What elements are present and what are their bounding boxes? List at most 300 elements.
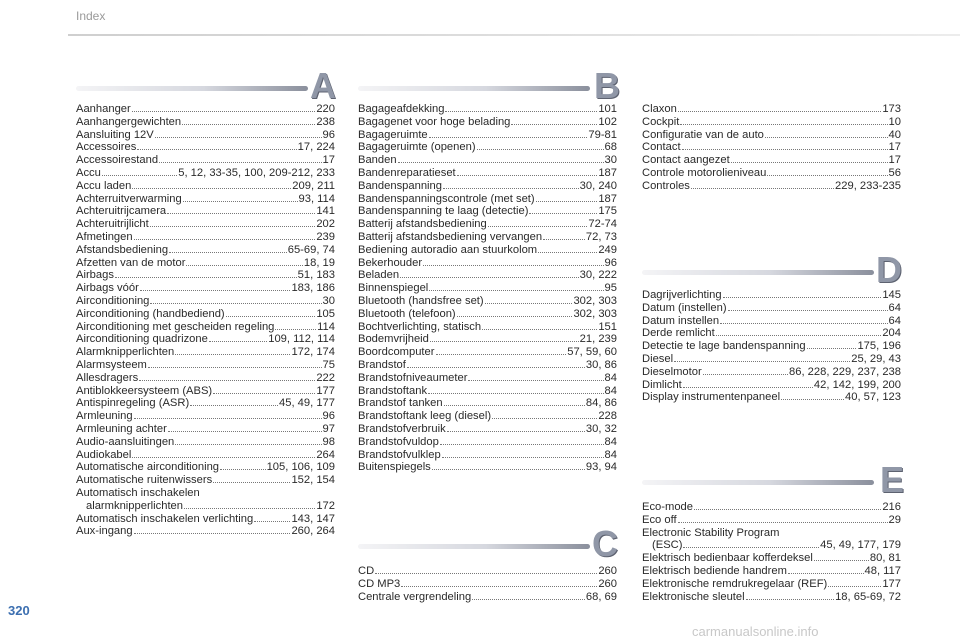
index-entry [642, 116, 901, 129]
index-entry [358, 180, 617, 193]
dot-leader [432, 469, 585, 470]
dot-leader [536, 201, 598, 202]
dot-leader [472, 599, 585, 600]
index-entry [642, 302, 901, 315]
index-pages: 10 [888, 115, 901, 128]
index-term: Brandstof [358, 358, 406, 371]
index-pages: 51, 183 [297, 269, 335, 282]
index-entry [76, 500, 335, 513]
dot-leader [674, 361, 850, 362]
dot-leader [400, 277, 579, 278]
index-pages: 68, 69 [585, 590, 617, 603]
index-term: Brandstof tanken [358, 397, 443, 410]
index-term: Bluetooth (handsfree set) [358, 294, 484, 307]
index-list-c [358, 565, 617, 603]
dot-leader [529, 213, 597, 214]
index-term: Afstandsbediening [76, 243, 169, 256]
index-entry [358, 410, 617, 423]
index-term: Brandstoftank leeg (diesel) [358, 410, 492, 423]
dot-leader [442, 457, 604, 458]
dot-leader [150, 303, 321, 304]
index-term: Aanhangergewichten [76, 115, 182, 128]
section-bar [642, 480, 874, 485]
index-term: Bagageruimte (openen) [358, 141, 476, 154]
index-entry [358, 591, 617, 604]
index-pages: 72, 73 [585, 230, 617, 243]
index-entry [76, 308, 335, 321]
index-entry [642, 565, 901, 578]
watermark: carmanualsonline.info [692, 624, 819, 639]
dot-leader [220, 469, 266, 470]
dot-leader [132, 188, 291, 189]
section-letter-e: E [880, 459, 905, 500]
section-letter-b: B [594, 65, 620, 106]
index-term: Bluetooth (telefoon) [358, 307, 456, 320]
index-entry [76, 525, 335, 538]
index-entry [358, 295, 617, 308]
index-term: Bediening autoradio aan stuurkolom [358, 243, 538, 256]
dot-leader [254, 521, 290, 522]
dot-leader [683, 547, 819, 548]
index-entry [642, 180, 901, 193]
index-term: Automatisch inschakelen [76, 486, 200, 499]
index-pages: 86, 228, 229, 237, 238 [789, 365, 901, 378]
index-term: Automatische ruitenwissers [76, 474, 213, 487]
dot-leader [428, 393, 604, 394]
index-pages: 177 [882, 577, 901, 590]
dot-leader [488, 226, 588, 227]
index-entry [76, 372, 335, 385]
index-term: Audiokabel [76, 448, 132, 461]
index-term: Bagageafdekking [358, 103, 445, 115]
dot-leader [183, 201, 298, 202]
index-entry [358, 244, 617, 257]
dot-leader [213, 482, 290, 483]
dot-leader [543, 239, 585, 240]
index-pages: 96 [604, 256, 617, 269]
dot-leader [375, 573, 597, 574]
index-term: Airconditioning [76, 294, 150, 307]
index-pages: 93, 94 [585, 461, 617, 474]
index-list-e [642, 501, 901, 603]
index-entry [76, 180, 335, 193]
index-pages: 18, 19 [303, 256, 335, 269]
index-pages: 239 [316, 230, 335, 243]
dot-leader [765, 137, 888, 138]
dot-leader [538, 252, 597, 253]
index-term: Afmetingen [76, 230, 133, 243]
index-term: Armleuning achter [76, 422, 167, 435]
index-pages: 65-69, 74 [287, 243, 335, 256]
index-entry [76, 141, 335, 154]
index-term: Achterruitverwarming [76, 192, 182, 205]
index-term: Datum instellen [642, 314, 720, 327]
index-term: Contact [642, 141, 681, 154]
index-entry [76, 295, 335, 308]
index-term: Alarmsysteem [76, 358, 147, 371]
index-term: Aansluiting 12V [76, 128, 154, 141]
dot-leader [139, 380, 315, 381]
index-term: Brandstoftank [358, 384, 428, 397]
dot-leader [169, 252, 287, 253]
index-term: Elektrisch bediende handrem [642, 564, 787, 577]
index-term: Armleuning [76, 410, 133, 423]
dot-leader [134, 239, 316, 240]
index-entry [642, 539, 901, 552]
index-entry [76, 257, 335, 270]
dot-leader [137, 149, 296, 150]
index-term: Airconditioning met gescheiden regeling [76, 320, 275, 333]
section-bar [358, 544, 590, 549]
index-entry [642, 552, 901, 565]
dot-leader [186, 265, 302, 266]
index-term: Airbags vóór [76, 282, 139, 295]
index-list-c-continued [642, 103, 901, 193]
index-term: Batterij afstandsbediening [358, 218, 487, 231]
index-entry [358, 193, 617, 206]
index-term: Bandenspanning te laag (detectie) [358, 205, 529, 218]
index-term: Centrale vergrendeling [358, 590, 472, 603]
index-entry [76, 116, 335, 129]
dot-leader [102, 175, 177, 176]
index-entry [76, 154, 335, 167]
index-pages: 96 [322, 128, 335, 141]
section-header-b [358, 65, 620, 106]
section-letter-c: C [592, 523, 618, 564]
index-entry [642, 353, 901, 366]
index-entry [358, 359, 617, 372]
index-term: Claxon [642, 103, 677, 115]
index-pages: 84 [604, 371, 617, 384]
index-pages: 229, 233-235 [835, 179, 901, 192]
index-entry [358, 372, 617, 385]
index-term: Configuratie van de auto [642, 128, 764, 141]
index-pages: 79-81 [588, 128, 617, 141]
index-pages: 109, 112, 114 [268, 333, 335, 346]
index-pages: 175, 196 [857, 340, 901, 353]
index-pages: 30 [604, 154, 617, 167]
dot-leader [728, 310, 888, 311]
dot-leader [401, 586, 597, 587]
index-pages: 260 [598, 565, 617, 577]
index-entry [358, 205, 617, 218]
dot-leader [720, 323, 887, 324]
index-term: Buitenspiegels [358, 461, 431, 474]
index-term: Eco off [642, 513, 677, 526]
index-term: CD [358, 565, 375, 577]
index-entry [358, 282, 617, 295]
index-term: Bagagenet voor hoge belading [358, 115, 511, 128]
index-pages: 21, 239 [579, 333, 617, 346]
index-term: Aux-ingang [76, 525, 133, 538]
index-term: Antispinregeling (ASR) [76, 397, 190, 410]
index-term: Allesdragers [76, 371, 139, 384]
index-pages: 173 [882, 103, 901, 115]
index-term: Accessoirestand [76, 154, 159, 167]
index-entry [642, 591, 901, 604]
index-pages: 249 [598, 243, 617, 256]
dot-leader [828, 586, 881, 587]
index-entry [358, 231, 617, 244]
dot-leader [814, 560, 869, 561]
header-divider [68, 34, 960, 36]
index-entry [642, 141, 901, 154]
index-pages: 202 [316, 218, 335, 231]
index-entry [358, 129, 617, 142]
index-term: Bandenreparatieset [358, 166, 456, 179]
index-term: Elektrisch bedienbaar kofferdeksel [642, 552, 813, 565]
index-pages: 84 [604, 448, 617, 461]
index-term: Binnenspiegel [358, 282, 429, 295]
dot-leader [398, 162, 604, 163]
index-term: Derde remlicht [642, 327, 715, 340]
index-term: Beladen [358, 269, 400, 282]
index-entry [642, 103, 901, 116]
index-entry [358, 103, 617, 116]
dot-leader [132, 457, 315, 458]
index-entry [76, 449, 335, 462]
dot-leader [184, 508, 315, 509]
dot-leader [115, 277, 297, 278]
section-header-c [358, 523, 620, 564]
index-term: Achteruitrijlicht [76, 218, 149, 231]
section-bar [358, 86, 590, 91]
dot-leader [468, 380, 603, 381]
index-entry [642, 379, 901, 392]
dot-leader [746, 599, 834, 600]
index-pages: 25, 29, 43 [851, 352, 901, 365]
index-pages: 40, 57, 123 [845, 391, 901, 404]
dot-leader [175, 444, 321, 445]
index-entry [76, 231, 335, 244]
dot-leader [443, 188, 579, 189]
section-bar [76, 86, 308, 91]
index-entry [358, 346, 617, 359]
index-entry [358, 269, 617, 282]
index-term: Controles [642, 179, 690, 192]
index-pages: 75 [322, 358, 335, 371]
index-term: Bodemvrijheid [358, 333, 429, 346]
index-list-a [76, 103, 335, 538]
index-entry [358, 385, 617, 398]
dot-leader [731, 162, 888, 163]
index-pages: 238 [316, 115, 335, 128]
dot-leader [182, 124, 315, 125]
index-pages: 228 [598, 410, 617, 423]
index-entry [642, 315, 901, 328]
index-pages: 17 [888, 141, 901, 154]
dot-leader [226, 316, 316, 317]
index-entry [358, 449, 617, 462]
index-entry [76, 346, 335, 359]
index-pages: 56 [888, 166, 901, 179]
index-term: Brandstofvulklep [358, 448, 441, 461]
index-entry [76, 244, 335, 257]
index-term: Dagrijverlichting [642, 289, 722, 301]
dot-leader [155, 137, 322, 138]
dot-leader [457, 175, 598, 176]
index-entry [76, 193, 335, 206]
dot-leader [682, 149, 888, 150]
index-pages: 209, 211 [292, 179, 335, 192]
index-entry [76, 205, 335, 218]
dot-leader [132, 111, 316, 112]
index-entry [358, 578, 617, 591]
dot-leader [703, 374, 788, 375]
index-entry [76, 333, 335, 346]
dot-leader [168, 431, 322, 432]
index-pages: 141 [316, 205, 335, 218]
index-pages: 222 [316, 371, 335, 384]
section-header-a [76, 65, 338, 106]
index-term: Brandstofvuldop [358, 435, 439, 448]
index-pages: 84 [604, 384, 617, 397]
index-term: (ESC) [652, 539, 683, 552]
index-entry [358, 116, 617, 129]
dot-leader [275, 329, 316, 330]
index-pages: 102 [598, 115, 617, 128]
dot-leader [447, 431, 585, 432]
index-entry [76, 397, 335, 410]
dot-leader [691, 188, 834, 189]
index-entry [76, 487, 335, 500]
index-term: Brandstofverbruik [358, 422, 446, 435]
dot-leader [167, 213, 315, 214]
index-term: Dieselmotor [642, 365, 702, 378]
index-term: Banden [358, 154, 397, 167]
index-term: Electronic Stability Program [642, 526, 780, 539]
index-term: Accu [76, 166, 101, 179]
dot-leader [694, 509, 881, 510]
dot-leader [213, 393, 315, 394]
index-term: Elektronische sleutel [642, 590, 745, 603]
dot-leader [678, 111, 882, 112]
dot-leader [445, 111, 597, 112]
dot-leader [209, 341, 267, 342]
dot-leader [788, 573, 864, 574]
index-term: Audio-aansluitingen [76, 435, 175, 448]
section-header-d [642, 249, 904, 290]
index-entry [642, 514, 901, 527]
index-pages: 42, 142, 199, 200 [813, 378, 901, 391]
index-pages: 101 [598, 103, 617, 115]
index-term: Bochtverlichting, statisch [358, 320, 482, 333]
index-pages: 17 [888, 154, 901, 167]
dot-leader [429, 290, 603, 291]
index-pages: 64 [888, 314, 901, 327]
index-entry [76, 513, 335, 526]
index-entry [642, 340, 901, 353]
index-entry [358, 141, 617, 154]
index-term: Eco-mode [642, 501, 693, 513]
index-entry [358, 397, 617, 410]
index-term: Display instrumentenpaneel [642, 391, 781, 404]
index-entry [76, 461, 335, 474]
dot-leader [140, 290, 291, 291]
dot-leader [485, 303, 573, 304]
index-entry [642, 501, 901, 514]
index-pages: 84, 86 [585, 397, 617, 410]
dot-leader [134, 418, 322, 419]
index-entry [76, 423, 335, 436]
index-term: Accu laden [76, 179, 132, 192]
index-term: Airbags [76, 269, 114, 282]
page-header-title: Index [76, 9, 106, 23]
index-entry [76, 410, 335, 423]
index-pages: 30, 32 [585, 422, 617, 435]
index-entry [358, 321, 617, 334]
dot-leader [781, 399, 844, 400]
index-entry [76, 321, 335, 334]
index-entry [76, 282, 335, 295]
dot-leader [436, 354, 567, 355]
index-pages: 152, 154 [291, 474, 335, 487]
index-pages: 17, 224 [297, 141, 335, 154]
index-entry [358, 167, 617, 180]
index-pages: 68 [604, 141, 617, 154]
index-term: Datum (instellen) [642, 301, 727, 314]
index-term: Automatische airconditioning [76, 461, 220, 474]
dot-leader [175, 354, 290, 355]
index-pages: 30, 222 [579, 269, 617, 282]
dot-leader [440, 444, 604, 445]
index-term: alarmknipperlichten [86, 499, 184, 512]
index-list-b [358, 103, 617, 474]
dot-leader [767, 175, 887, 176]
index-list-d [642, 289, 901, 404]
index-term: Dimlicht [642, 378, 682, 391]
index-entry [642, 129, 901, 142]
index-entry [642, 527, 901, 540]
index-term: CD MP3 [358, 577, 401, 590]
index-term: Controle motorolieniveau [642, 166, 767, 179]
index-pages: 30 [322, 294, 335, 307]
index-term: Bekerhouder [358, 256, 423, 269]
dot-leader [457, 316, 573, 317]
index-entry [76, 474, 335, 487]
index-pages: 18, 65-69, 72 [835, 590, 901, 603]
index-term: Automatisch inschakelen verlichting [76, 512, 254, 525]
dot-leader [134, 533, 291, 534]
index-entry [76, 269, 335, 282]
index-pages: 177 [316, 384, 335, 397]
dot-leader [482, 329, 597, 330]
index-pages: 64 [888, 301, 901, 314]
index-entry [358, 154, 617, 167]
index-term: Bandenspanning [358, 179, 442, 192]
index-term: Aanhanger [76, 103, 131, 115]
index-pages: 260 [598, 577, 617, 590]
index-entry [642, 366, 901, 379]
index-pages: 97 [322, 422, 335, 435]
index-term: Airconditioning (handbediend) [76, 307, 225, 320]
index-term: Elektronische remdrukregelaar (REF) [642, 577, 828, 590]
dot-leader [407, 367, 585, 368]
index-pages: 45, 49, 177 [279, 397, 335, 410]
dot-leader [492, 418, 597, 419]
index-pages: 220 [316, 103, 335, 115]
index-term: Brandstofniveaumeter [358, 371, 468, 384]
index-pages: 30, 240 [579, 179, 617, 192]
index-pages: 105, 106, 109 [266, 461, 335, 474]
dot-leader [190, 405, 278, 406]
index-pages: 264 [316, 448, 335, 461]
index-term: Bagageruimte [358, 128, 428, 141]
dot-leader [807, 348, 857, 349]
index-pages: 5, 12, 33-35, 100, 209-212, 233 [178, 166, 335, 179]
index-term: Achteruitrijcamera [76, 205, 167, 218]
index-term: Airconditioning quadrizone [76, 333, 208, 346]
